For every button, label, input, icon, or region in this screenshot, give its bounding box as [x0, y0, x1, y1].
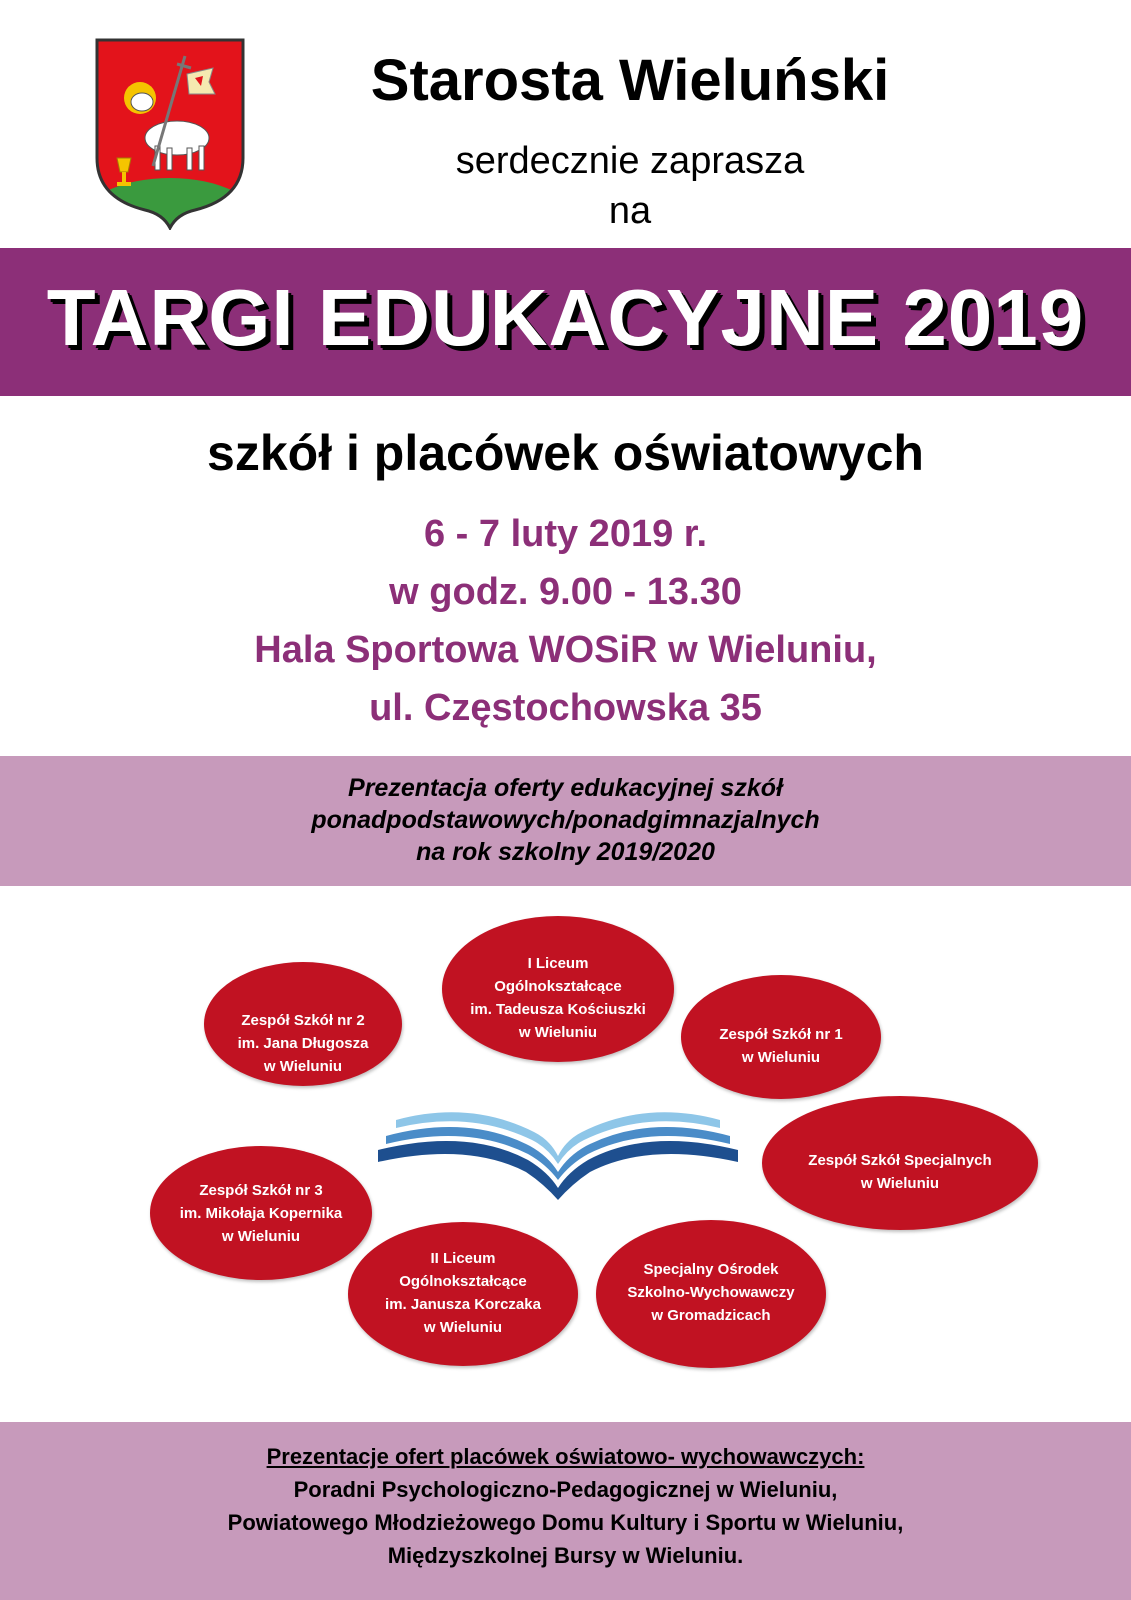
presentation-line: Prezentacja oferty edukacyjnej szkół	[348, 774, 783, 802]
event-venue: Hala Sportowa WOSiR w Wieluniu,	[254, 629, 877, 671]
event-address: ul. Częstochowska 35	[369, 687, 762, 729]
footer-line: Poradni Psychologiczno-Pedagogicznej w Wieluniu,	[293, 1477, 838, 1502]
page-title: Starosta Wieluński	[370, 48, 890, 113]
presentation-line: na rok szkolny 2019/2020	[416, 838, 715, 866]
event-dates: 6 - 7 luty 2019 r.	[423, 513, 708, 555]
event-subtitle: szkół i placówek oświatowych	[207, 425, 924, 481]
footer-line: Międzyszkolnej Bursy w Wieluniu.	[387, 1543, 744, 1568]
school-label-zs3: Zespół Szkół nr 3 im. Mikołaja Kopernika w Wieluniu	[179, 1182, 343, 1245]
invitation-text: serdecznie zaprasza	[455, 140, 805, 182]
footer-heading: Prezentacje ofert placówek oświatowo- wychowawczych:	[266, 1444, 865, 1469]
presentation-line: ponadpodstawowych/ponadgimnazjalnych	[311, 806, 820, 834]
school-label-lo1: I Liceum Ogólnokształcące im. Tadeusza Kościuszki w Wieluniu	[470, 955, 646, 1041]
event-title: TARGI EDUKACYJNE 2019	[46, 273, 1085, 362]
school-label-zs1: Zespół Szkół nr 1 w Wieluniu	[719, 1026, 843, 1066]
event-hours: w godz. 9.00 - 13.30	[389, 571, 742, 613]
open-book-icon	[378, 1100, 738, 1200]
school-label-zss: Zespół Szkół Specjalnych w Wieluniu	[808, 1152, 992, 1192]
invitation-text-2: na	[608, 190, 652, 232]
school-label-lo2: II Liceum Ogólnokształcące im. Janusza Korczaka w Wieluniu	[385, 1250, 541, 1336]
coat-of-arms-icon	[95, 38, 245, 230]
school-label-sosw: Specjalny Ośrodek Szkolno-Wychowawczy w Gromadzicach	[627, 1261, 795, 1324]
school-label-zs2: Zespół Szkół nr 2 im. Jana Długosza w Wieluniu	[237, 1012, 369, 1075]
footer-line: Powiatowego Młodzieżowego Domu Kultury i Sportu w Wieluniu,	[227, 1510, 904, 1535]
